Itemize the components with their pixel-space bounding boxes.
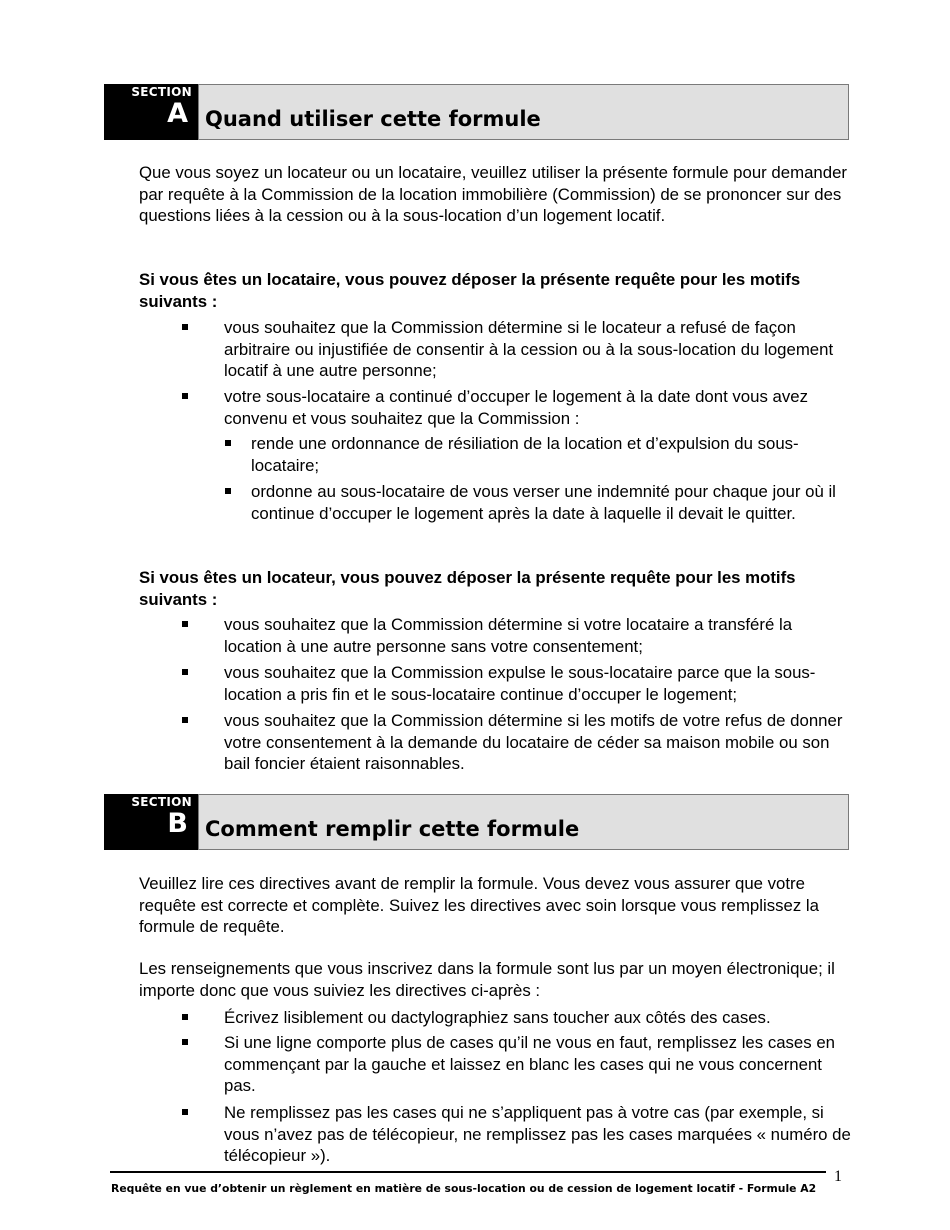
tenant-heading: Si vous êtes un locataire, vous pouvez déposer la présente requête pour les motifs suivants : (139, 270, 801, 311)
list-item-text: vous souhaitez que la Commission détermine si les motifs de votre refus de donner votre consentement à la demande du locataire de céder sa maison mobile ou son bail foncier étaient raisonnables. (224, 711, 843, 773)
bullet-square-icon (225, 488, 231, 494)
bullet-square-icon (182, 669, 188, 675)
list-item (224, 386, 854, 429)
list-item-text: vous souhaitez que la Commission expulse le sous-locataire parce que la sous-location a pris fin et le sous-locataire continue d’occuper le logement; (224, 663, 816, 704)
list-item-text: Écrivez lisiblement ou dactylographiez sans toucher aux côtés des cases. (224, 1008, 771, 1027)
bullet-square-icon (182, 393, 188, 399)
section-b-header (104, 794, 849, 850)
list-item (224, 614, 854, 657)
section-b-title: Comment remplir cette formule (205, 817, 580, 841)
section-a-title-bar (198, 84, 849, 140)
list-item-text: ordonne au sous-locataire de vous verser une indemnité pour chaque jour où il continue d’occuper le logement après la date à laquelle il devait le quitter. (251, 482, 836, 523)
section-a-letter: A (167, 98, 188, 129)
section-b-letter: B (167, 808, 188, 839)
list-item-text: Ne remplissez pas les cases qui ne s’appliquent pas à votre cas (par exemple, si vous n’avez pas de télécopieur, ne remplissez pas les cases marquées « numéro de télécopieur »). (224, 1103, 851, 1165)
list-item (224, 317, 854, 382)
list-item (224, 1102, 854, 1167)
bullet-square-icon (225, 440, 231, 446)
sub-list-item (251, 433, 856, 476)
bullet-square-icon (182, 324, 188, 330)
section-b-title-bar (198, 794, 849, 850)
section-b-label-box (104, 794, 198, 850)
section-a-label-box (104, 84, 198, 140)
list-item-text: vous souhaitez que la Commission détermine si votre locataire a transféré la location à une autre personne sans votre consentement; (224, 615, 793, 656)
list-item (224, 1007, 854, 1029)
list-item (224, 710, 854, 775)
section-b-para-1: Veuillez lire ces directives avant de remplir la formule. Vous devez vous assurer que votre requête est correcte et complète. Suivez les directives avec soin lorsque vous remplissez la formule de requête. (139, 874, 819, 936)
section-a-title: Quand utiliser cette formule (205, 107, 541, 131)
list-item (224, 1032, 854, 1097)
bullet-square-icon (182, 621, 188, 627)
list-item-text: Si une ligne comporte plus de cases qu’il ne vous en faut, remplissez les cases en commençant par la gauche et laissez en blanc les cases qui ne vous concernent pas. (224, 1033, 835, 1095)
bullet-square-icon (182, 1109, 188, 1115)
landlord-heading: Si vous êtes un locateur, vous pouvez déposer la présente requête pour les motifs suivants : (139, 568, 796, 609)
page-number: 1 (834, 1168, 842, 1185)
section-a-intro: Que vous soyez un locateur ou un locataire, veuillez utiliser la présente formule pour demander par requête à la Commission de la location immobilière (Commission) de se prononcer sur des questions liées à la cession ou à la sous-location d’un logement locatif. (139, 163, 847, 225)
list-item-text: votre sous-locataire a continué d’occuper le logement à la date dont vous avez convenu et vous souhaitez que la Commission : (224, 387, 808, 428)
footer-form-title: Requête en vue d’obtenir un règlement en matière de sous-location ou de cession de logement locatif - Formule A2 (111, 1182, 817, 1195)
section-a-header (104, 84, 849, 140)
sub-list-item (251, 481, 856, 524)
bullet-square-icon (182, 1014, 188, 1020)
list-item (224, 662, 854, 705)
bullet-square-icon (182, 717, 188, 723)
footer-rule (110, 1171, 826, 1173)
section-b-word: SECTION (131, 795, 192, 809)
section-a-word: SECTION (131, 85, 192, 99)
bullet-square-icon (182, 1039, 188, 1045)
list-item-text: vous souhaitez que la Commission détermine si le locateur a refusé de façon arbitraire ou injustifiée de consentir à la cession ou à la sous-location du logement locatif à une autre personne; (224, 318, 834, 380)
list-item-text: rende une ordonnance de résiliation de la location et d’expulsion du sous-locataire; (251, 434, 799, 475)
section-b-para-2: Les renseignements que vous inscrivez dans la formule sont lus par un moyen électronique; il importe donc que vous suiviez les directives ci-après : (139, 959, 835, 1000)
